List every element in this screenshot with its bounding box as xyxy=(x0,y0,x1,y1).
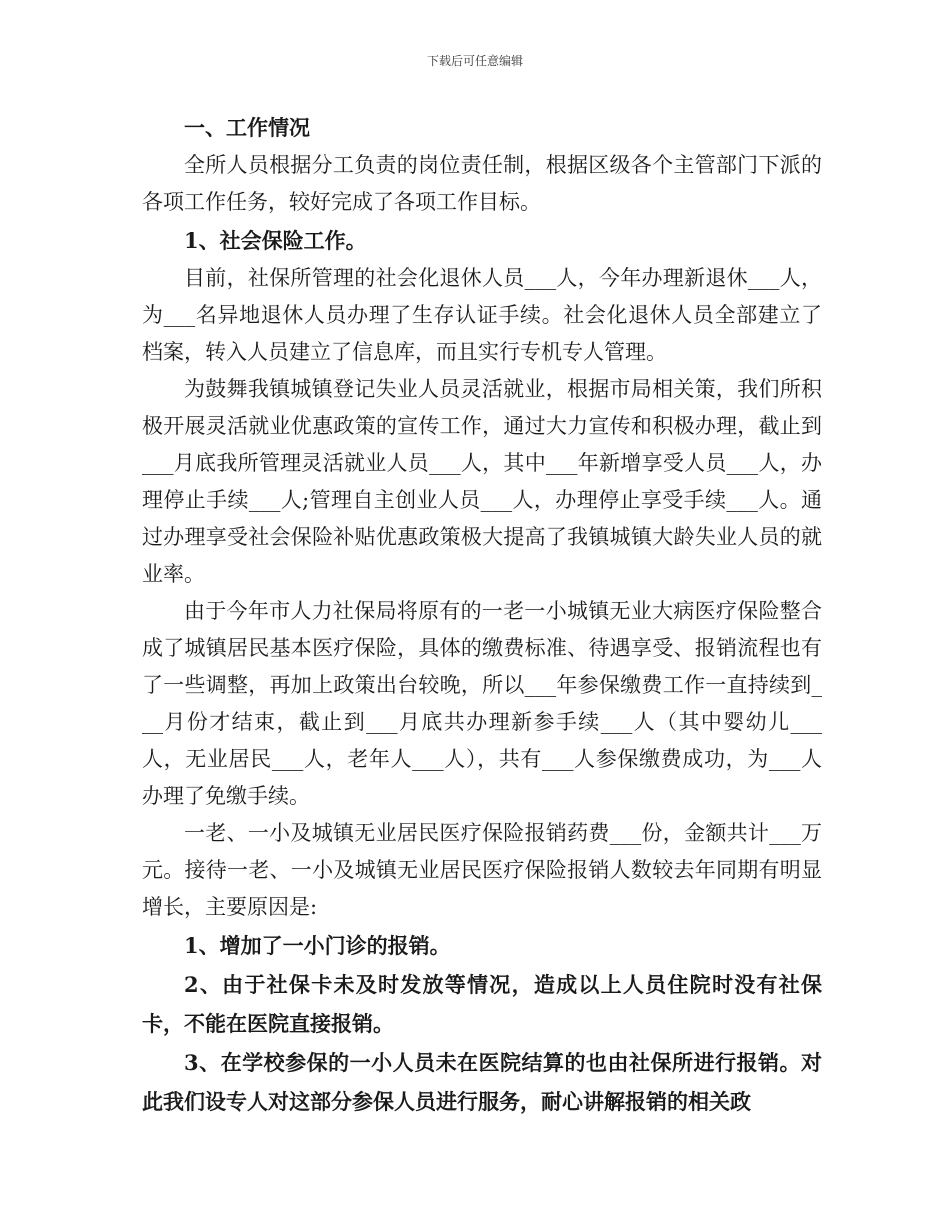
reason-item-1: 1、增加了一小门诊的报销。 xyxy=(184,933,451,958)
reason-item-3: 3、在学校参保的一小人员未在医院结算的也由社保所进行报销。对此我们设专人对这部分参保人员进行服务，耐心讲解报销的相关政 xyxy=(142,1050,822,1114)
document-body xyxy=(142,108,822,1121)
header-note: 下载后可任意编辑 xyxy=(426,54,523,68)
medical-insurance-paragraph: 由于今年市人力社保局将原有的一老一小城镇无业大病医疗保险整合成了城镇居民基本医疗保险，具体的缴费标准、待遇享受、报销流程也有了一些调整，再加上政策出台较晚，所以___年参保缴费工作一直持续到___月份才结束，截止到___月底共办理新参手续___人（其中婴幼儿___人，无业居民___人，老年人___人），共有___人参保缴费成功，为___人办理了免缴手续。 xyxy=(142,599,822,808)
reason-item-2: 2、由于社保卡未及时发放等情况，造成以上人员住院时没有社保卡，不能在医院直接报销。 xyxy=(142,972,822,1036)
flexible-employment-paragraph: 为鼓舞我镇城镇登记失业人员灵活就业，根据市局相关策，我们所积极开展灵活就业优惠政策的宣传工作，通过大力宣传和积极办理，截止到___月底我所管理灵活就业人员___人，其中___年新增享受人员___人，办理停止手续___人;管理自主创业人员___人，办理停止享受手续___人。通过办理享受社会保险补贴优惠政策极大提高了我镇城镇大龄失业人员的就业率。 xyxy=(142,377,822,586)
subsection-title: 1、社会保险工作。 xyxy=(184,228,367,253)
intro-paragraph: 全所人员根据分工负责的岗位责任制，根据区级各个主管部门下派的各项工作任务，较好完成了各项工作目标。 xyxy=(142,153,822,214)
reimbursement-paragraph: 一老、一小及城镇无业居民医疗保险报销药费___份，金额共计___万元。接待一老、一小及城镇无业居民医疗保险报销人数较去年同期有明显增长，主要原因是: xyxy=(142,821,822,919)
section-title: 一、工作情况 xyxy=(184,115,310,140)
retiree-paragraph: 目前，社保所管理的社会化退休人员___人，今年办理新退休___人，为___名异地退休人员办理了生存认证手续。社会化退休人员全部建立了档案，转入人员建立了信息库，而且实行专机专人管理。 xyxy=(142,266,822,364)
